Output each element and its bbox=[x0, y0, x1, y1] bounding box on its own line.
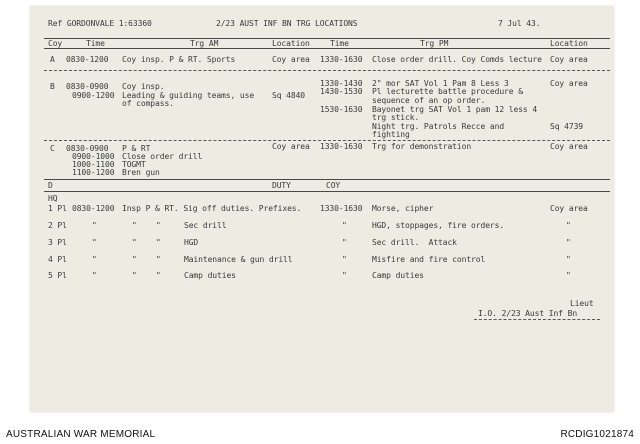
row-b-pm-7: fighting bbox=[372, 130, 410, 139]
row-c-coy: C bbox=[50, 144, 55, 153]
row-2pl-trg-pm: HGD, stoppages, fire orders. bbox=[372, 221, 505, 230]
row-a-location: Coy area bbox=[272, 55, 310, 64]
row-2pl-trg: Sec drill bbox=[184, 221, 227, 230]
row-5pl-time-pm-ditto: " bbox=[342, 271, 347, 280]
col-coy: Coy bbox=[48, 39, 63, 48]
row-2pl-time-ditto: " bbox=[92, 221, 97, 230]
row-c-trg-3: TOGMT bbox=[122, 160, 146, 169]
row-d-duty: DUTY bbox=[272, 181, 291, 190]
row-5pl-trg-pm: Camp duties bbox=[372, 271, 424, 280]
row-b-time-1: 0830-0900 bbox=[66, 82, 109, 91]
document-date: 7 Jul 43. bbox=[498, 19, 541, 28]
row-3pl-ditto-b: " bbox=[156, 238, 161, 247]
rule-b bbox=[44, 140, 610, 141]
row-a-coy: A bbox=[50, 55, 55, 64]
row-4pl-trg: Maintenance & gun drill bbox=[184, 255, 293, 264]
row-5pl-ditto-b: " bbox=[156, 271, 161, 280]
rule-header bbox=[44, 48, 610, 49]
col-trg-am: Trg AM bbox=[190, 39, 219, 48]
row-b-location: Sq 4840 bbox=[272, 91, 306, 100]
row-2pl-ditto-b: " bbox=[156, 221, 161, 230]
row-3pl-trg-pm: Sec drill. Attack bbox=[372, 238, 457, 247]
row-5pl-time-ditto: " bbox=[92, 271, 97, 280]
row-b-trg-1: Coy insp. bbox=[122, 82, 165, 91]
row-1pl-trg: Insp P & RT. Sig off duties. Prefixes. bbox=[122, 204, 302, 213]
archive-footer bbox=[0, 424, 640, 444]
row-c-trg-4: Bren gun bbox=[122, 168, 160, 177]
map-reference: Ref GORDONVALE 1:63360 bbox=[48, 19, 152, 28]
row-3pl-time-ditto: " bbox=[92, 238, 97, 247]
row-d-duty-coy: COY bbox=[326, 181, 341, 190]
row-3pl-ditto-a: " bbox=[132, 238, 137, 247]
row-4pl-trg-pm: Misfire and fire control bbox=[372, 255, 486, 264]
row-5pl-location-pm-ditto: " bbox=[566, 271, 571, 280]
row-3pl-location-pm-ditto: " bbox=[566, 238, 571, 247]
row-c-trg-pm: Trg for demonstration bbox=[372, 142, 472, 151]
row-1pl-time: 0830-1200 bbox=[72, 204, 115, 213]
row-2pl-ditto-a: " bbox=[132, 221, 137, 230]
row-b-pm-time-2: 1430-1530 bbox=[320, 87, 363, 96]
row-b-pm-1: 2" mor SAT Vol 1 Pam 8 Less 3 bbox=[372, 79, 509, 88]
row-b-pm-3: sequence of an op order. bbox=[372, 96, 486, 105]
row-a-trg-pm: Close order drill. Coy Comds lecture bbox=[372, 55, 542, 64]
row-b-coy: B bbox=[50, 82, 55, 91]
row-3pl-trg: HGD bbox=[184, 238, 199, 247]
row-1pl-trg-pm: Morse, cipher bbox=[372, 204, 434, 213]
row-b-pm-2: Pl lecturette battle procedure & bbox=[372, 87, 523, 96]
row-d-coy: D bbox=[48, 181, 53, 190]
row-c-trg-2: Close order drill bbox=[122, 152, 203, 161]
row-c-trg-1: P & RT bbox=[122, 144, 151, 153]
row-5pl-trg: Camp duties bbox=[184, 271, 236, 280]
row-c-time-4: 1100-1200 bbox=[72, 168, 115, 177]
col-time-pm: Time bbox=[330, 39, 349, 48]
row-c-time-pm: 1330-1630 bbox=[320, 142, 363, 151]
row-a-time: 0830-1200 bbox=[66, 55, 109, 64]
row-a-location-pm: Coy area bbox=[550, 55, 588, 64]
row-3pl-time-pm-ditto: " bbox=[342, 238, 347, 247]
rule-c bbox=[44, 179, 610, 180]
row-c-location-pm: Coy area bbox=[550, 142, 588, 151]
rule-d bbox=[44, 191, 610, 192]
row-b-pm-time-3: 1530-1630 bbox=[320, 105, 363, 114]
col-location-pm: Location bbox=[550, 39, 588, 48]
row-4pl-ditto-b: " bbox=[156, 255, 161, 264]
row-1pl-label: 1 Pl bbox=[48, 204, 67, 213]
row-4pl-location-pm-ditto: " bbox=[566, 255, 571, 264]
row-c-time-2: 0900-1000 bbox=[72, 152, 115, 161]
row-5pl-label: 5 Pl bbox=[48, 271, 67, 280]
row-1pl-time-pm: 1330-1630 bbox=[320, 204, 363, 213]
row-4pl-label: 4 Pl bbox=[48, 255, 67, 264]
row-3pl-label: 3 Pl bbox=[48, 238, 67, 247]
row-b-pm-location-1: Coy area bbox=[550, 79, 588, 88]
row-b-trg-3: of compass. bbox=[122, 99, 174, 108]
row-b-pm-location-2: Sq 4739 bbox=[550, 122, 584, 131]
row-1pl-location-pm: Coy area bbox=[550, 204, 588, 213]
row-4pl-time-ditto: " bbox=[92, 255, 97, 264]
signature-line: I.O. 2/23 Aust Inf Bn bbox=[478, 309, 578, 318]
col-location: Location bbox=[272, 39, 310, 48]
row-b-time-2: 0900-1200 bbox=[72, 91, 115, 100]
row-hq-label: HQ bbox=[48, 194, 58, 203]
row-4pl-time-pm-ditto: " bbox=[342, 255, 347, 264]
row-5pl-ditto-a: " bbox=[132, 271, 137, 280]
row-4pl-ditto-a: " bbox=[132, 255, 137, 264]
row-c-location: Coy area bbox=[272, 142, 310, 151]
row-b-pm-4: Bayonet trg SAT Vol 1 pam 12 less 4 bbox=[372, 105, 538, 114]
row-a-trg: Coy insp. P & RT. Sports bbox=[122, 55, 236, 64]
archive-id: RCDIG1021874 bbox=[560, 429, 634, 440]
rule-top bbox=[44, 38, 610, 39]
row-b-pm-time-1: 1330-1430 bbox=[320, 79, 363, 88]
signature-underline bbox=[474, 319, 600, 320]
col-trg-pm: Trg PM bbox=[420, 39, 449, 48]
row-b-pm-6: Night trg. Patrols Recce and bbox=[372, 122, 505, 131]
signature-rank: Lieut bbox=[570, 299, 594, 308]
row-2pl-time-pm-ditto: " bbox=[342, 221, 347, 230]
row-2pl-location-pm-ditto: " bbox=[566, 221, 571, 230]
row-b-pm-5: trg stick. bbox=[372, 113, 420, 122]
archive-name: AUSTRALIAN WAR MEMORIAL bbox=[6, 429, 156, 440]
row-b-trg-2: Leading & guiding teams, use bbox=[122, 91, 255, 100]
rule-a bbox=[44, 70, 610, 71]
row-a-time-pm: 1330-1630 bbox=[320, 55, 363, 64]
document-title: 2/23 AUST INF BN TRG LOCATIONS bbox=[216, 19, 358, 28]
col-time: Time bbox=[86, 39, 105, 48]
row-c-time-1: 0830-0900 bbox=[66, 144, 109, 153]
row-c-time-3: 1000-1100 bbox=[72, 160, 115, 169]
row-2pl-label: 2 Pl bbox=[48, 221, 67, 230]
